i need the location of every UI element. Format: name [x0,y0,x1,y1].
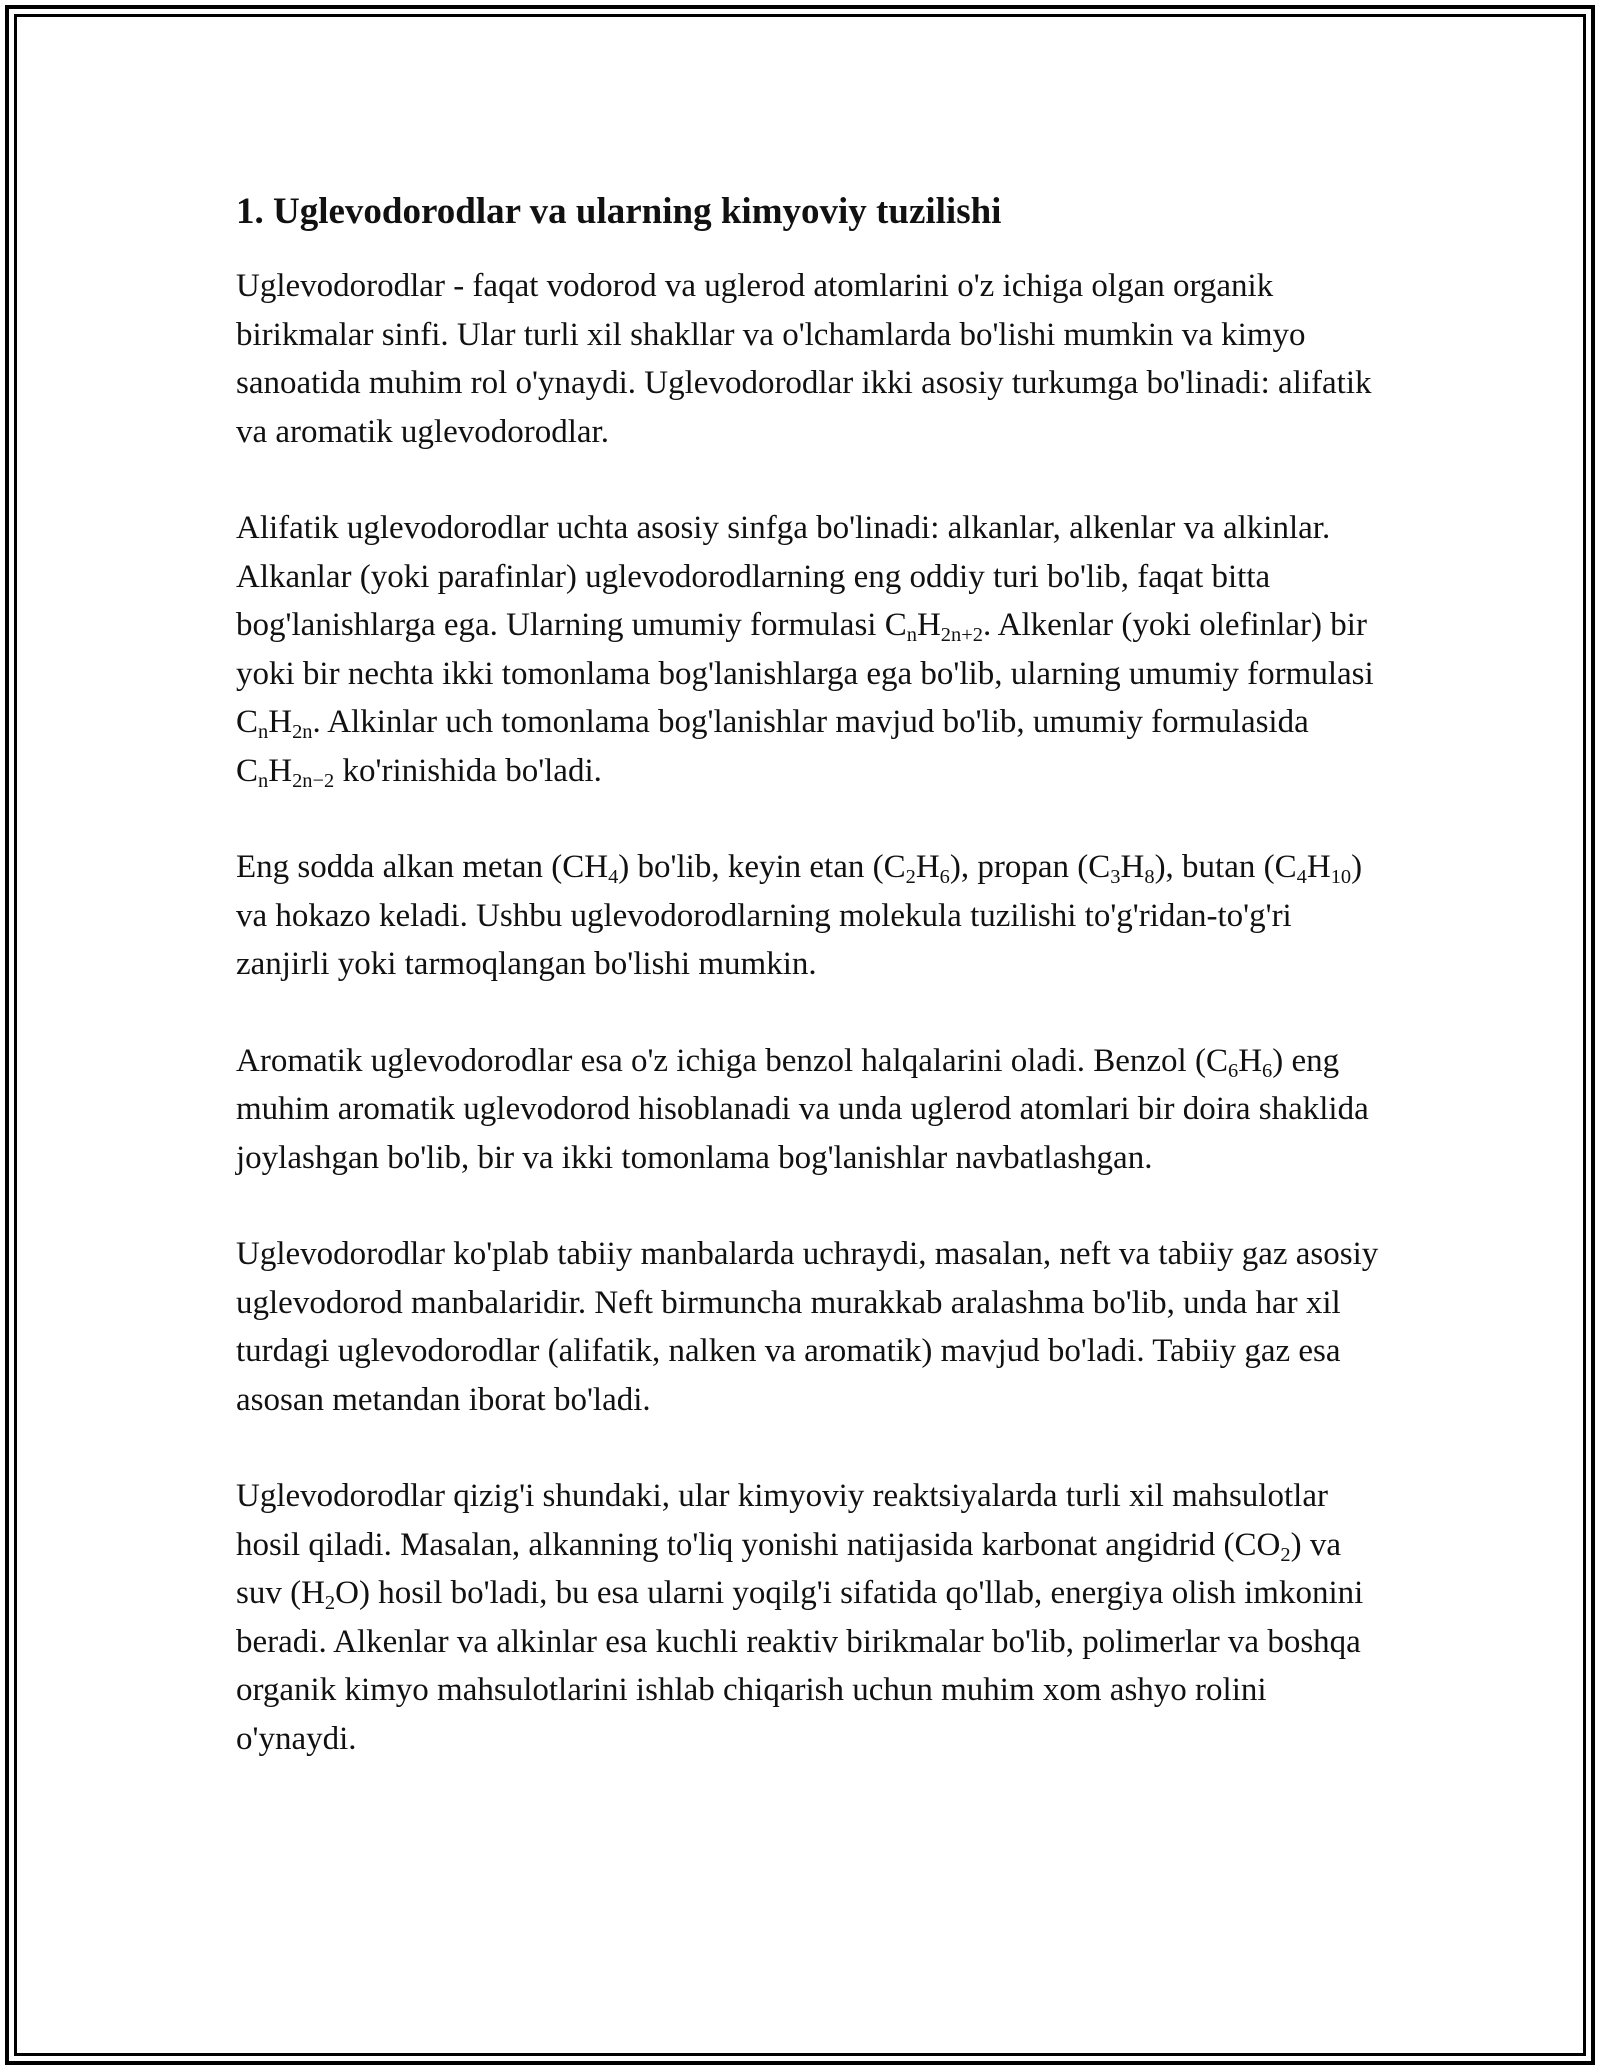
section-heading: 1. Uglevodorodlar va ularning kimyoviy tuzilishi [236,191,1002,232]
paragraph-alkanes: Eng sodda alkan metan $(CH_4)$ bo'lib, keyin etan $(C_2H_6)$, propan $(C_3H_8)$, butan $(C_4H_{10})$ va hokazo keladi. Ushbu uglevodorodlarning molekula tuzilishi to'g'ridan-to'g'ri zanjirli yoki tarmoqlangan bo'lishi mumkin. [236,849,1363,982]
paragraph-reactions: Uglevodorodlar qizig'i shundaki, ular kimyoviy reaktsiyalarda turli xil mahsulotlar hosil qiladi. Masalan, alkanning to'liq yonishi natijasida karbonat angidrid $(CO_2)$ va suv $(H_2O)$ hosil bo'ladi, bu esa ularni yoqilg'i sifatida qo'llab, energiya olish imkonini beradi. Alkenlar va alkinlar esa kuchli reaktiv birikmalar bo'lib, polimerlar va boshqa organik kimyo mahsulotlarini ishlab chiqarish uchun muhim xom ashyo rolini o'ynaydi. [236,1478,1364,1757]
paragraph-intro: Uglevodorodlar - faqat vodorod va uglerod atomlarini o'z ichiga olgan organik birikmalar sinfi. Ular turli xil shakllar va o'lchamlarda bo'lishi mumkin va kimyo sanoatida muhim rol o'ynaydi. Uglevodorodlar ikki asosiy turkumga bo'linadi: alifatik va aromatik uglevodorodlar. [236,268,1372,450]
paragraph-sources: Uglevodorodlar ko'plab tabiiy manbalarda uchraydi, masalan, neft va tabiiy gaz asosiy uglevodorod manbalaridir. Neft birmuncha murakkab aralashma bo'lib, unda har xil turdagi uglevodorodlar (alifatik, nalken va aromatik) mavjud bo'ladi. Tabiiy gaz esa asosan metandan iborat bo'ladi. [236,1236,1379,1418]
paragraph-aliphatic: Alifatik uglevodorodlar uchta asosiy sinfga bo'linadi: alkanlar, alkenlar va alkinlar. Alkanlar (yoki parafinlar) uglevodorodlarning eng oddiy turi bo'lib, faqat bitta bog'lanishlarga ega. Ularning umumiy formulasi $C_nH_{2n+2}$. Alkenlar (yoki olefinlar) bir yoki bir nechta ikki tomonlama bog'lanishlarga ega bo'lib, ularning umumiy formulasi $C_nH_{2n}$. Alkinlar uch tomonlama bog'lanishlar mavjud bo'lib, umumiy formulasida $C_nH_{2n-2}$ ko'rinishida bo'ladi. [236,510,1374,792]
paragraph-aromatic: Aromatik uglevodorodlar esa o'z ichiga benzol halqalarini oladi. Benzol $(C_6H_6)$ eng muhim aromatik uglevodorod hisoblanadi va unda uglerod atomlari bir doira shaklida joylashgan bo'lib, bir va ikki tomonlama bog'lanishlar navbatlashgan. [236,1042,1369,1176]
document-body [236,188,1386,1811]
